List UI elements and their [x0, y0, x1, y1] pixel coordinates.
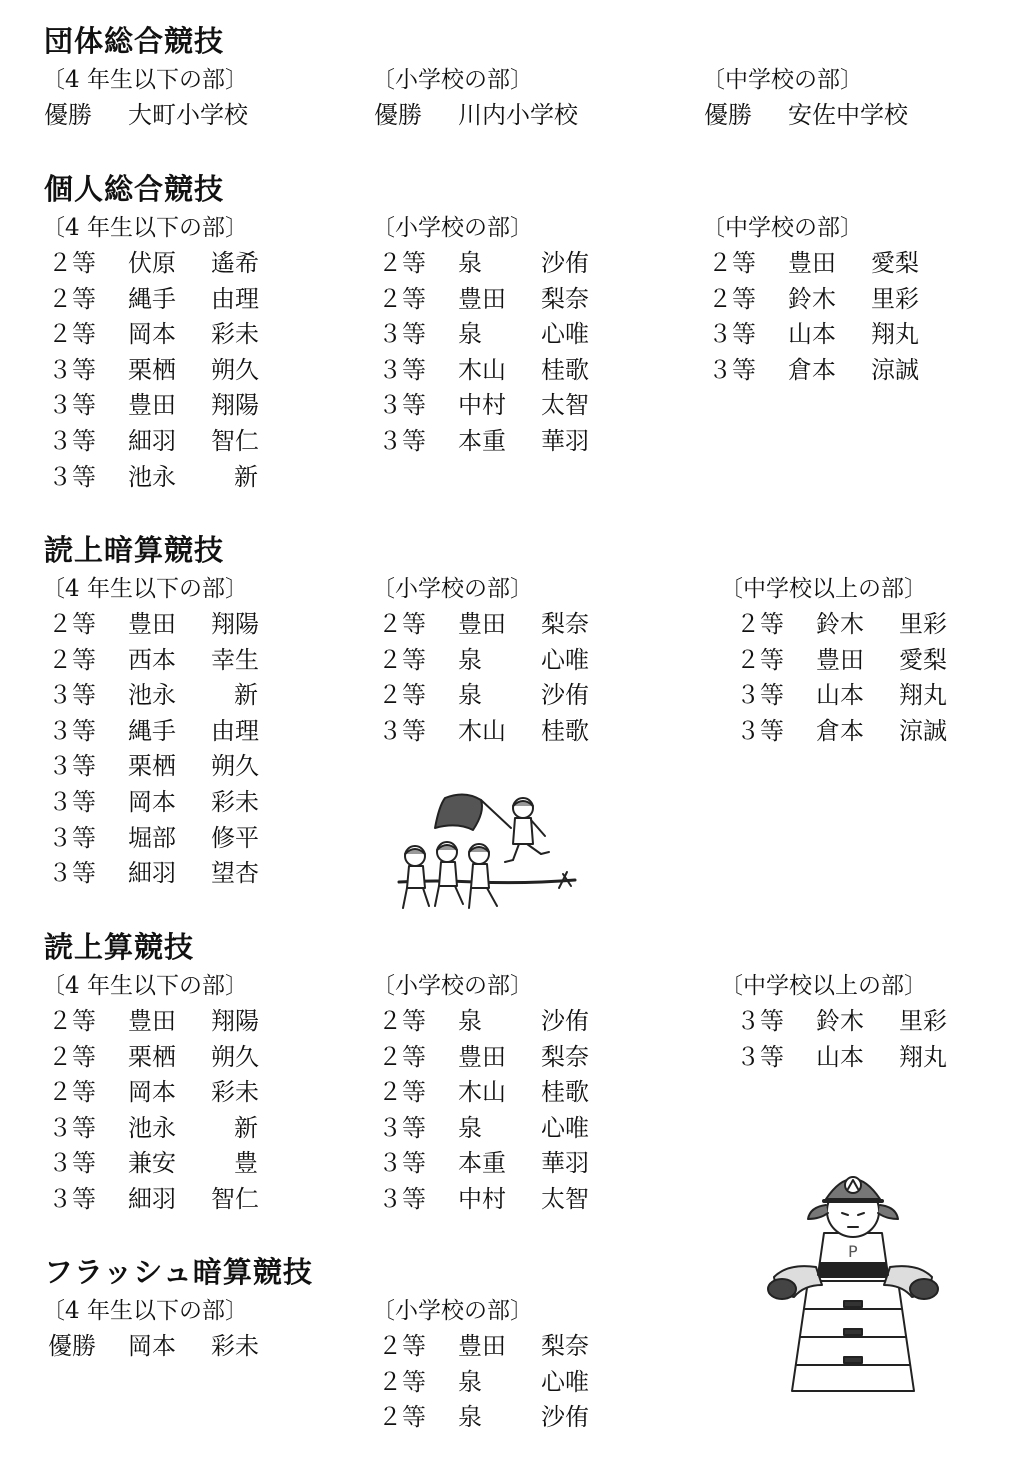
surname: 本重: [458, 1149, 506, 1178]
result-row: [48, 353, 368, 389]
surname: 豊田: [128, 391, 176, 420]
award-rank: ３等: [736, 716, 784, 745]
award-rank: ３等: [48, 823, 96, 852]
result-row: [736, 1040, 1012, 1076]
result-row: [48, 388, 368, 424]
surname: 本重: [458, 426, 506, 455]
result-row: [48, 282, 368, 318]
svg-text:P: P: [848, 1242, 858, 1261]
surname: 大町小学校: [128, 101, 248, 129]
given-name: 翔丸: [899, 1042, 947, 1071]
surname: 豊田: [458, 1042, 506, 1071]
result-row: [708, 353, 1012, 389]
given-name: 涼誠: [871, 355, 919, 384]
result-row: [48, 246, 368, 282]
division-heading: 〔小学校の部〕: [372, 67, 533, 93]
given-name: 沙侑: [541, 681, 589, 710]
given-name: 心唯: [541, 1113, 589, 1142]
given-name: 遙希: [211, 249, 259, 277]
surname: 栗栖: [128, 1042, 176, 1071]
surname: 泉: [458, 1007, 482, 1035]
division-heading: 〔4 年生以下の部〕: [42, 576, 248, 602]
division-heading: 〔中学校の部〕: [702, 67, 863, 93]
surname: 豊田: [788, 249, 836, 277]
surname: 細羽: [128, 426, 176, 455]
surname: 豊田: [816, 645, 864, 674]
given-name: 桂歌: [541, 716, 589, 745]
given-name: 梨奈: [541, 1332, 589, 1360]
section-title: 読上算競技: [44, 930, 195, 964]
award-rank: ３等: [48, 462, 96, 491]
given-name: 翔丸: [899, 681, 947, 710]
result-row: [48, 317, 368, 353]
award-rank: ３等: [48, 752, 96, 781]
award-rank: ２等: [378, 284, 426, 313]
award-rank: ２等: [378, 1078, 426, 1107]
surname: 池永: [128, 681, 176, 710]
result-row: [48, 643, 368, 679]
surname: 縄手: [128, 284, 176, 313]
result-row: [708, 246, 1012, 282]
result-row: [48, 714, 368, 750]
surname: 縄手: [128, 716, 176, 745]
result-row: [48, 424, 368, 460]
surname: 倉本: [816, 716, 864, 745]
section-title: 個人総合競技: [44, 172, 225, 206]
given-name: 梨奈: [541, 1042, 589, 1071]
given-name: 由理: [211, 284, 259, 313]
given-name: 桂歌: [541, 1078, 589, 1107]
division-column: [720, 968, 1012, 1075]
surname: 西本: [128, 645, 176, 674]
result-row: [48, 1111, 368, 1147]
surname: 兼安: [128, 1149, 176, 1178]
result-row: [708, 282, 1012, 318]
result-row: [378, 388, 698, 424]
award-rank: ３等: [708, 320, 756, 349]
result-row: [378, 246, 698, 282]
result-row: [378, 1146, 698, 1182]
result-row: [48, 1040, 368, 1076]
given-name: 修平: [211, 823, 259, 852]
result-row: [48, 1329, 368, 1365]
award-rank: ２等: [736, 610, 784, 638]
surname: 木山: [458, 716, 506, 745]
surname: 木山: [458, 1078, 506, 1107]
award-rank: ３等: [48, 391, 96, 420]
given-name: 豊: [234, 1149, 258, 1178]
award-rank: ２等: [378, 1042, 426, 1071]
given-name: 由理: [211, 716, 259, 745]
given-name: 幸生: [211, 645, 259, 674]
surname: 池永: [128, 1113, 176, 1142]
surname: 川内小学校: [458, 101, 578, 129]
result-row: [378, 1075, 698, 1111]
award-rank: ２等: [378, 1007, 426, 1035]
result-row: [736, 1004, 1012, 1040]
surname: 豊田: [458, 284, 506, 313]
surname: 木山: [458, 355, 506, 384]
surname: 池永: [128, 462, 176, 491]
given-name: 桂歌: [541, 355, 589, 384]
award-rank: ２等: [48, 1078, 96, 1107]
given-name: 愛梨: [871, 249, 919, 277]
award-rank: ３等: [378, 1184, 426, 1213]
surname: 豊田: [458, 610, 506, 638]
surname: 泉: [458, 681, 482, 710]
award-rank: 優勝: [48, 1332, 96, 1360]
result-row: [48, 678, 368, 714]
award-rank: ３等: [48, 1113, 96, 1142]
result-row: [48, 1182, 368, 1218]
given-name: 智仁: [211, 426, 259, 455]
surname: 山本: [816, 1042, 864, 1071]
award-rank: ３等: [378, 1113, 426, 1142]
surname: 泉: [458, 645, 482, 674]
result-row: [48, 749, 368, 785]
award-rank: ２等: [378, 645, 426, 674]
result-row: [378, 607, 698, 643]
surname: 泉: [458, 1367, 482, 1396]
result-row: [378, 1365, 698, 1401]
result-row: [378, 1400, 698, 1436]
division-column: [702, 210, 1012, 388]
vaulting-box-child-illustration: [764, 1163, 942, 1393]
result-row: [48, 785, 368, 821]
award-rank: ３等: [708, 355, 756, 384]
result-row: [48, 607, 368, 643]
award-rank: ２等: [378, 1403, 426, 1432]
division-heading: 〔中学校の部〕: [702, 215, 863, 241]
award-rank: ３等: [378, 716, 426, 745]
award-rank: ３等: [378, 320, 426, 349]
award-rank: ３等: [736, 1042, 784, 1071]
given-name: 彩未: [211, 320, 259, 349]
surname: 安佐中学校: [788, 101, 908, 129]
result-row: [48, 1004, 368, 1040]
division-column: [42, 62, 368, 134]
surname: 細羽: [128, 859, 176, 888]
given-name: 心唯: [541, 1367, 589, 1396]
given-name: 梨奈: [541, 610, 589, 638]
given-name: 新: [234, 681, 258, 710]
surname: 鈴木: [788, 284, 836, 313]
result-row: [378, 1040, 698, 1076]
result-row: [48, 1075, 368, 1111]
surname: 鈴木: [816, 610, 864, 638]
result-row: [48, 821, 368, 857]
given-name: 華羽: [541, 426, 589, 455]
award-rank: ３等: [378, 391, 426, 420]
surname: 栗栖: [128, 355, 176, 384]
result-row: [378, 317, 698, 353]
given-name: 愛梨: [899, 645, 947, 674]
award-rank: ２等: [708, 284, 756, 313]
result-row: [48, 1146, 368, 1182]
surname: 山本: [788, 320, 836, 349]
division-heading: 〔小学校の部〕: [372, 1298, 533, 1324]
award-rank: 優勝: [374, 101, 422, 129]
division-heading: 〔小学校の部〕: [372, 215, 533, 241]
division-column: [372, 210, 698, 460]
award-rank: ２等: [48, 610, 96, 638]
award-rank: ２等: [378, 681, 426, 710]
surname: 豊田: [128, 1007, 176, 1035]
result-row: [378, 1111, 698, 1147]
surname: 栗栖: [128, 752, 176, 781]
division-column: [42, 1293, 368, 1365]
surname: 倉本: [788, 355, 836, 384]
division-heading: 〔4 年生以下の部〕: [42, 1298, 248, 1324]
given-name: 梨奈: [541, 284, 589, 313]
section-title: 読上暗算競技: [44, 533, 225, 567]
award-rank: ２等: [378, 1367, 426, 1396]
division-column: [372, 571, 698, 749]
surname: 岡本: [128, 320, 176, 349]
surname: 岡本: [128, 1078, 176, 1107]
given-name: 翔陽: [211, 1007, 259, 1035]
section-title: フラッシュ暗算競技: [44, 1255, 313, 1289]
award-rank: ２等: [378, 610, 426, 638]
result-row: [736, 643, 1012, 679]
result-row: [378, 714, 698, 750]
award-rank: ３等: [736, 1007, 784, 1035]
result-row: [48, 856, 368, 892]
result-row: [736, 714, 1012, 750]
award-rank: ３等: [48, 716, 96, 745]
given-name: 里彩: [871, 284, 919, 313]
surname: 岡本: [128, 787, 176, 816]
given-name: 朔久: [211, 1042, 259, 1071]
given-name: 太智: [541, 391, 589, 420]
division-heading: 〔4 年生以下の部〕: [42, 215, 248, 241]
award-rank: 優勝: [704, 101, 752, 129]
result-row: [48, 460, 368, 496]
surname: 中村: [458, 1184, 506, 1213]
surname: 泉: [458, 1403, 482, 1432]
division-column: [372, 1293, 698, 1436]
award-rank: ２等: [736, 645, 784, 674]
award-rank: ３等: [378, 1149, 426, 1178]
given-name: 朔久: [211, 355, 259, 384]
award-rank: ２等: [48, 1007, 96, 1035]
given-name: 朔久: [211, 752, 259, 781]
award-rank: ２等: [378, 1332, 426, 1360]
surname: 細羽: [128, 1184, 176, 1213]
given-name: 心唯: [541, 320, 589, 349]
result-row: [378, 353, 698, 389]
division-heading: 〔4 年生以下の部〕: [42, 973, 248, 999]
division-column: [720, 571, 1012, 749]
surname: 泉: [458, 1113, 482, 1142]
division-column: [42, 210, 368, 495]
tug-of-war-illustration: [395, 788, 585, 918]
surname: 鈴木: [816, 1007, 864, 1035]
result-row: [378, 678, 698, 714]
surname: 岡本: [128, 1332, 176, 1360]
division-heading: 〔小学校の部〕: [372, 576, 533, 602]
result-row: [736, 678, 1012, 714]
award-rank: ２等: [708, 249, 756, 277]
given-name: 沙侑: [541, 1403, 589, 1432]
surname: 山本: [816, 681, 864, 710]
given-name: 里彩: [899, 1007, 947, 1035]
surname: 中村: [458, 391, 506, 420]
award-rank: ２等: [48, 284, 96, 313]
award-rank: ２等: [48, 645, 96, 674]
result-row: [378, 643, 698, 679]
given-name: 沙侑: [541, 1007, 589, 1035]
award-rank: ３等: [48, 859, 96, 888]
given-name: 彩未: [211, 787, 259, 816]
division-heading: 〔小学校の部〕: [372, 973, 533, 999]
award-rank: ２等: [378, 249, 426, 277]
given-name: 望杏: [211, 859, 259, 888]
award-rank: ３等: [48, 1184, 96, 1213]
result-row: [374, 98, 698, 134]
division-column: [702, 62, 1012, 134]
division-heading: 〔4 年生以下の部〕: [42, 67, 248, 93]
division-heading: 〔中学校以上の部〕: [720, 973, 927, 999]
division-column: [42, 968, 368, 1218]
award-rank: ３等: [48, 1149, 96, 1178]
result-row: [378, 1004, 698, 1040]
surname: 豊田: [458, 1332, 506, 1360]
given-name: 里彩: [899, 610, 947, 638]
award-rank: ３等: [48, 681, 96, 710]
award-rank: ２等: [48, 249, 96, 277]
award-rank: 優勝: [44, 101, 92, 129]
award-rank: ３等: [48, 787, 96, 816]
award-rank: ３等: [378, 355, 426, 384]
given-name: 翔丸: [871, 320, 919, 349]
award-rank: ３等: [48, 426, 96, 455]
result-row: [704, 98, 1012, 134]
award-rank: ３等: [48, 355, 96, 384]
given-name: 心唯: [541, 645, 589, 674]
given-name: 沙侑: [541, 249, 589, 277]
given-name: 新: [234, 462, 258, 491]
surname: 泉: [458, 320, 482, 349]
given-name: 翔陽: [211, 610, 259, 638]
division-column: [372, 62, 698, 134]
given-name: 新: [234, 1113, 258, 1142]
award-rank: ２等: [48, 320, 96, 349]
result-row: [44, 98, 368, 134]
given-name: 華羽: [541, 1149, 589, 1178]
result-row: [378, 1329, 698, 1365]
division-column: [42, 571, 368, 892]
award-rank: ３等: [736, 681, 784, 710]
division-column: [372, 968, 698, 1218]
result-row: [736, 607, 1012, 643]
result-row: [378, 1182, 698, 1218]
award-rank: ２等: [48, 1042, 96, 1071]
given-name: 智仁: [211, 1184, 259, 1213]
surname: 堀部: [128, 823, 176, 852]
section-title: 団体総合競技: [44, 24, 225, 58]
given-name: 太智: [541, 1184, 589, 1213]
surname: 豊田: [128, 610, 176, 638]
result-row: [378, 282, 698, 318]
given-name: 涼誠: [899, 716, 947, 745]
division-heading: 〔中学校以上の部〕: [720, 576, 927, 602]
result-row: [378, 424, 698, 460]
given-name: 翔陽: [211, 391, 259, 420]
given-name: 彩未: [211, 1078, 259, 1107]
surname: 泉: [458, 249, 482, 277]
given-name: 彩未: [211, 1332, 259, 1360]
result-row: [708, 317, 1012, 353]
surname: 伏原: [128, 249, 176, 277]
award-rank: ３等: [378, 426, 426, 455]
